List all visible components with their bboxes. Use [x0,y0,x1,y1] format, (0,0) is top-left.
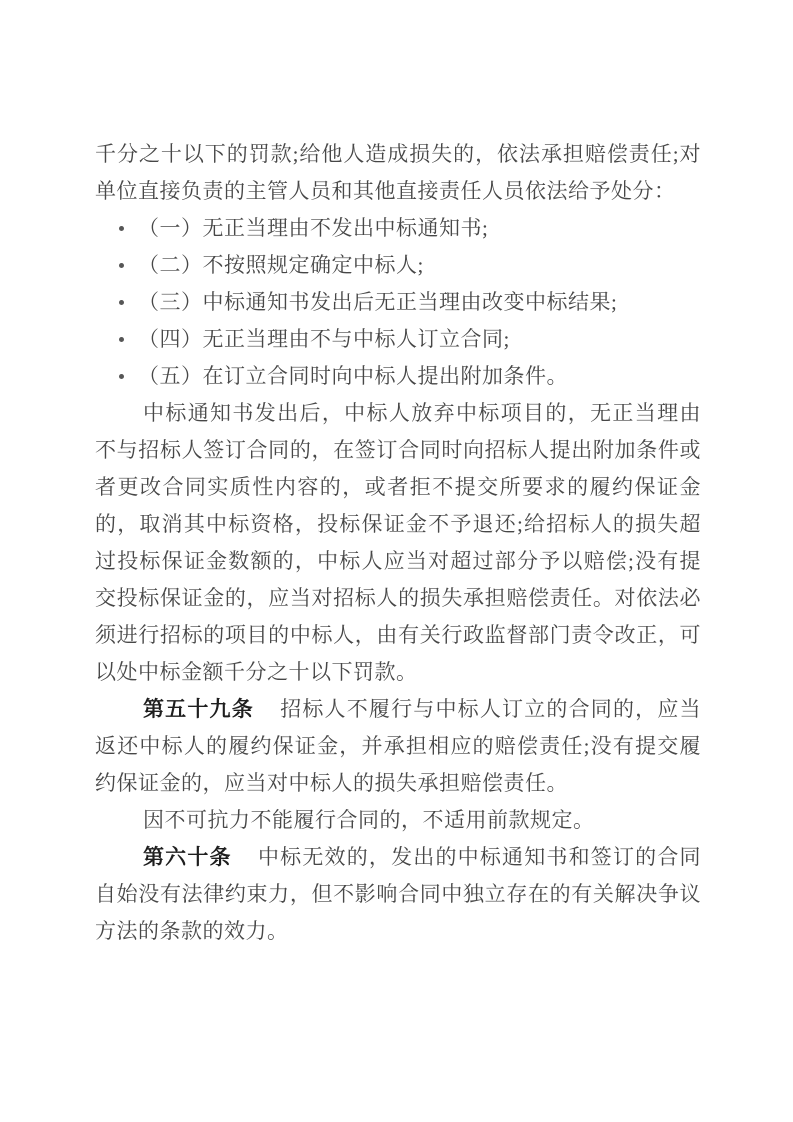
list-item [95,210,701,247]
bullet-icon [119,374,124,379]
list-item [95,284,701,321]
list-item-text: （一）无正当理由不发出中标通知书; [138,216,489,240]
article-60-text: 中标无效的，发出的中标通知书和签订的合同自始没有法律约束力，但不影响合同中独立存在的有关解决争议方法的条款的效力。 [95,845,702,943]
list-item [95,358,701,395]
article-59-text: 招标人不履行与中标人订立的合同的，应当返还中标人的履约保证金，并承担相应的赔偿责任;没有提交履约保证金的，应当对中标人的损失承担赔偿责任。 [95,697,702,795]
paragraph-force-majeure: 因不可抗力不能履行合同的，不适用前款规定。 [143,808,595,832]
list-item-text: （三）中标通知书发出后无正当理由改变中标结果; [138,290,618,314]
page-content [95,136,701,950]
article-59-number: 第五十九条 [143,697,254,721]
bullet-icon [119,263,124,268]
bullet-icon [119,300,124,305]
bullet-icon [119,337,124,342]
paragraph-winner-abandon: 中标通知书发出后，中标人放弃中标项目的，无正当理由不与招标人签订合同的，在签订合同时向招标人提出附加条件或者更改合同实质性内容的，或者拒不提交所要求的履约保证金的，取消其中标资格，投标保证金不予退还;给招标人的损失超过投标保证金数额的，中标人应当对超过部分予以赔偿;没有提交投标保证金的，应当对招标人的损失承担赔偿责任。对依法必须进行招标的项目的中标人，由有关行政监督部门责令改正，可以处中标金额千分之十以下罚款。 [95,401,701,684]
article-60 [95,839,701,950]
bullet-icon [119,226,124,231]
list-item-text: （二）不按照规定确定中标人; [138,253,424,277]
violation-list [95,210,701,395]
list-item [95,321,701,358]
article-59 [95,691,701,802]
list-item-text: （四）无正当理由不与中标人订立合同; [138,327,510,351]
list-item-text: （五）在订立合同时向中标人提出附加条件。 [138,364,568,388]
paragraph-continuation: 千分之十以下的罚款;给他人造成损失的，依法承担赔偿责任;对单位直接负责的主管人员和其他直接责任人员依法给予处分： [95,142,701,203]
list-item [95,247,701,284]
article-60-number: 第六十条 [143,845,232,869]
